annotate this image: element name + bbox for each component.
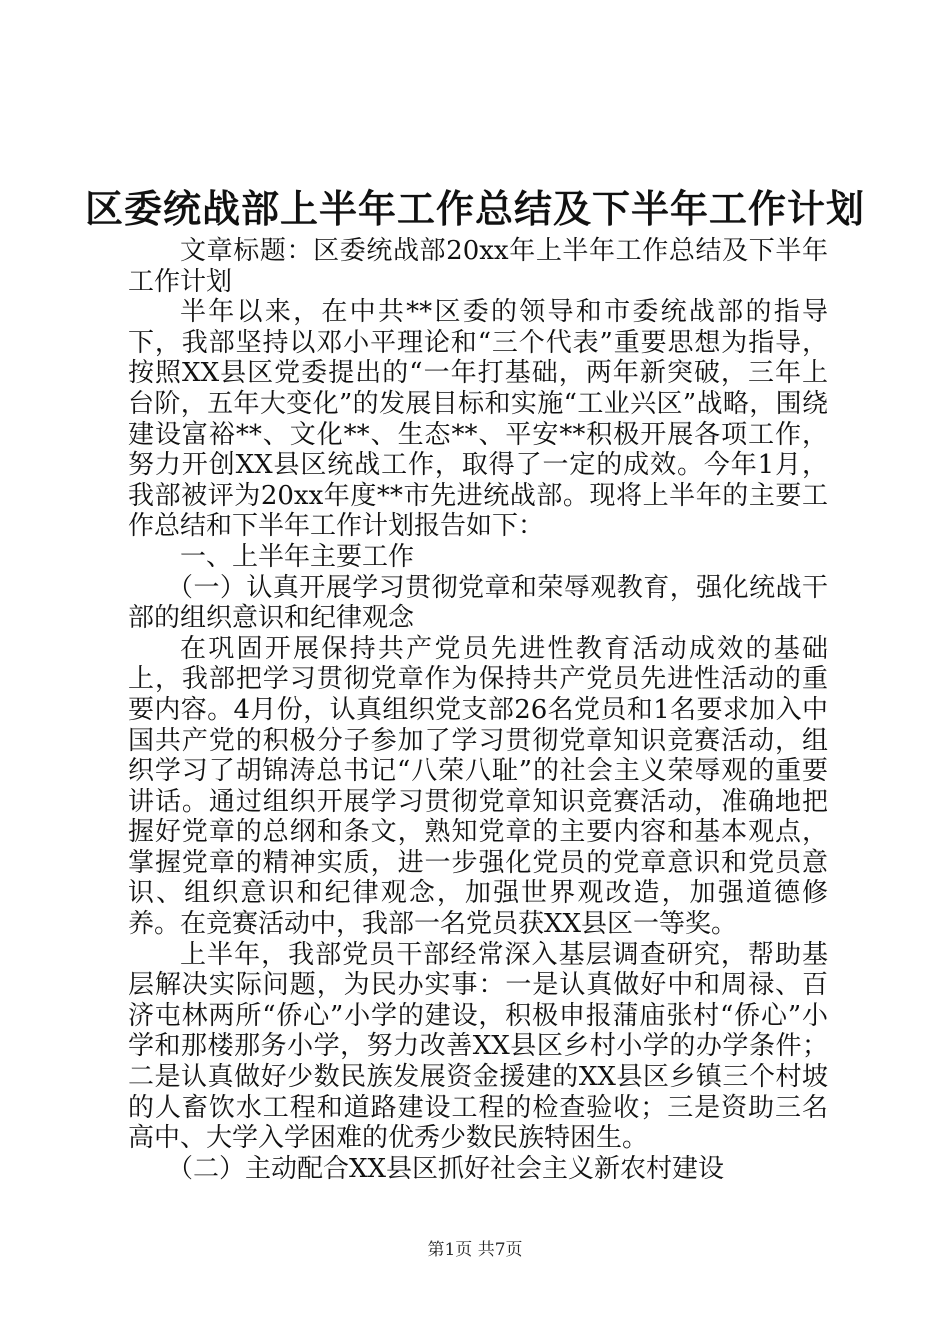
body-paragraph: 上半年，我部党员干部经常深入基层调查研究，帮助基层解决实际问题，为民办实事：一是认真做好中和周禄、百济屯林两所“侨心”小学的建设，积极申报蒲庙张村“侨心”小学和那楼那务小学，努力改善XX县区乡村小学的办学条件；二是认真做好少数民族发展资金援建的XX县区乡镇三个村坡的人畜饮水工程和道路建设工程的检查验收；三是资助三名高中、大学入学困难的优秀少数民族特困生。: [128, 939, 828, 1154]
page-number-footer: 第1页 共7页: [427, 1240, 523, 1260]
section-heading-1: 一、上半年主要工作: [180, 541, 415, 572]
document-body: [128, 236, 828, 1184]
subsection-heading-1: （一）认真开展学习贯彻党章和荣辱观教育，强化统战干部的组织意识和纪律观念: [128, 572, 828, 634]
body-paragraph: 在巩固开展保持共产党员先进性教育活动成效的基础上，我部把学习贯彻党章作为保持共产党员先进性活动的重要内容。4月份，认真组织党支部26名党员和1名要求加入中国共产党的积极分子参加了学习贯彻党章知识竞赛活动，组织学习了胡锦涛总书记“八荣八耻”的社会主义荣辱观的重要讲话。通过组织开展学习贯彻党章知识竞赛活动，准确地把握好党章的总纲和条文，熟知党章的主要内容和基本观点，掌握党章的精神实质，进一步强化党员的党章意识和党员意识、组织意识和纪律观念，加强世界观改造，加强道德修养。在竞赛活动中，我部一名党员获XX县区一等奖。: [128, 633, 828, 940]
intro-paragraph: 半年以来，在中共**区委的领导和市委统战部的指导下，我部坚持以邓小平理论和“三个代表”重要思想为指导，按照XX县区党委提出的“一年打基础，两年新突破，三年上台阶，五年大变化”的发展目标和实施“工业兴区”战略，围绕建设富裕**、文化**、生态**、平安**积极开展各项工作，努力开创XX县区统战工作，取得了一定的成效。今年1月，我部被评为20xx年度**市先进统战部。现将上半年的主要工作总结和下半年工作计划报告如下：: [128, 297, 828, 542]
document-title: 区委统战部上半年工作总结及下半年工作计划: [84, 186, 865, 231]
article-title-line: 文章标题：区委统战部20xx年上半年工作总结及下半年工作计划: [128, 236, 828, 297]
subsection-heading-2: （二）主动配合XX县区抓好社会主义新农村建设: [167, 1153, 725, 1184]
